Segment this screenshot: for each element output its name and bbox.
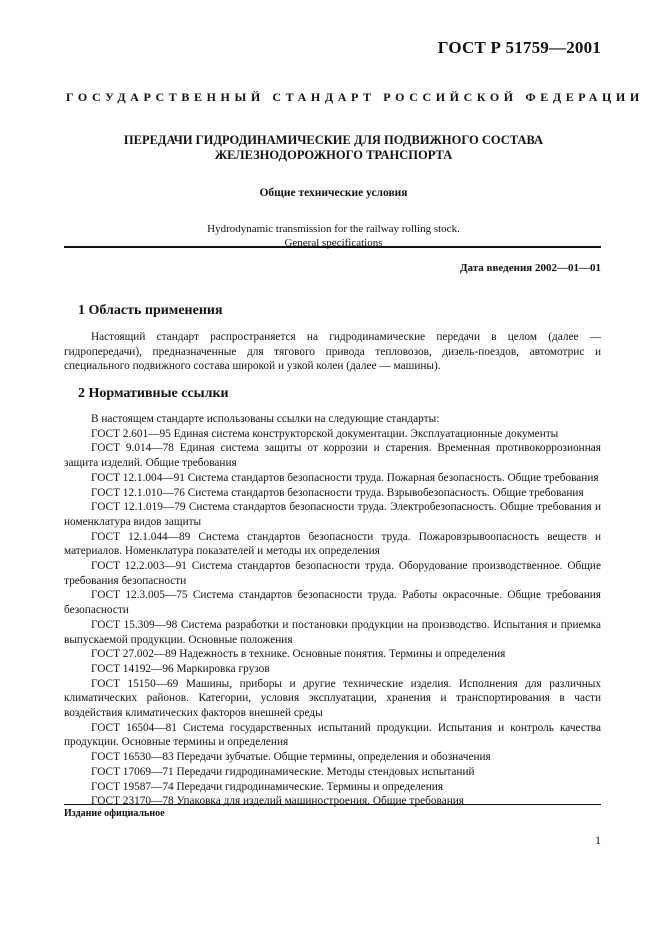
reference-item: ГОСТ 15.309—98 Система разработки и постановки продукции на производство. Испытания и приемка выпускаемой продукции. Основные положения [64,618,601,646]
normative-references [64,412,601,809]
reference-item: ГОСТ 15150—69 Машины, приборы и другие технические изделия. Исполнения для различных климатических районов. Категории, условия эксплуатации, хранения и транспортирования в части воздействия климатических факторов внешней среды [64,677,601,720]
reference-item: ГОСТ 27.002—89 Надежность в технике. Основные понятия. Термины и определения [91,648,506,661]
reference-item: ГОСТ 16504—81 Система государственных испытаний продукции. Испытания и контроль качества продукции. Основные термины и определения [64,721,601,749]
document-number: ГОСТ Р 51759—2001 [437,38,601,57]
subtitle: Общие технические условия [259,187,408,199]
reference-item: ГОСТ 17069—71 Передачи гидродинамические. Методы стендовых испытаний [91,765,475,778]
english-title-line-1: Hydrodynamic transmission for the railway rolling stock. [207,223,460,235]
footer-divider [64,804,601,805]
reference-item: ГОСТ 12.1.004—91 Система стандартов безопасности труда. Пожарная безопасность. Общие требования [91,471,599,484]
title-line-1: ПЕРЕДАЧИ ГИДРОДИНАМИЧЕСКИЕ ДЛЯ ПОДВИЖНОГО СОСТАВА [123,133,544,147]
reference-item: ГОСТ 9.014—78 Единая система защиты от коррозии и старения. Временная противокоррозионная защита изделий. Общие требования [64,442,601,470]
reference-item: ГОСТ 2.601—95 Единая система конструкторской документации. Эксплуатационные документы [91,427,559,440]
official-edition-label: Издание официальное [64,808,165,819]
section-2-heading: 2 Нормативные ссылки [78,386,229,401]
reference-item: ГОСТ 19587—74 Передачи гидродинамические. Термины и определения [91,780,444,793]
header-divider [64,246,601,248]
title-block [66,133,601,250]
section-1-heading: 1 Область применения [78,303,223,318]
english-title-line-2: General specifications [284,237,383,249]
introduction-date: Дата введения 2002—01—01 [459,262,601,274]
reference-item: ГОСТ 23170—78 Упаковка для изделий машиностроения. Общие требования [91,795,464,808]
state-standard-banner: ГОСУДАРСТВЕННЫЙ СТАНДАРТ РОССИЙСКОЙ ФЕДЕРАЦИИ [66,90,644,104]
reference-item: ГОСТ 16530—83 Передачи зубчатые. Общие термины, определения и обозначения [91,751,491,764]
reference-item: ГОСТ 12.1.019—79 Система стандартов безопасности труда. Электробезопасность. Общие требования и номенклатура видов защиты [64,501,601,528]
reference-item: ГОСТ 12.1.010—76 Система стандартов безопасности труда. Взрывобезопасность. Общие требования [91,486,584,499]
reference-item: ГОСТ 12.1.044—89 Система стандартов безопасности труда. Пожаровзрывоопасность веществ и материалов. Номенклатура показателей и методы их определения [64,530,601,558]
section-1-text: Настоящий стандарт распространяется на гидродинамические передачи в целом (далее — гидропередачи), предназначенные для тягового привода тепловозов, дизель-поездов, автомотрис и специального подвижного состава широкой и узкой колеи (далее — машины). [64,331,601,373]
title-line-2: ЖЕЛЕЗНОДОРОЖНОГО ТРАНСПОРТА [214,148,453,162]
reference-item: ГОСТ 12.3.005—75 Система стандартов безопасности труда. Работы окрасочные. Общие требования безопасности [64,589,601,617]
page-number: 1 [595,833,601,847]
reference-item: ГОСТ 12.2.003—91 Система стандартов безопасности труда. Оборудование производственное. Общие требования безопасности [64,560,601,587]
reference-item: ГОСТ 14192—96 Маркировка грузов [91,662,270,675]
references-lead: В настоящем стандарте использованы ссылки на следующие стандарты: [91,413,440,425]
